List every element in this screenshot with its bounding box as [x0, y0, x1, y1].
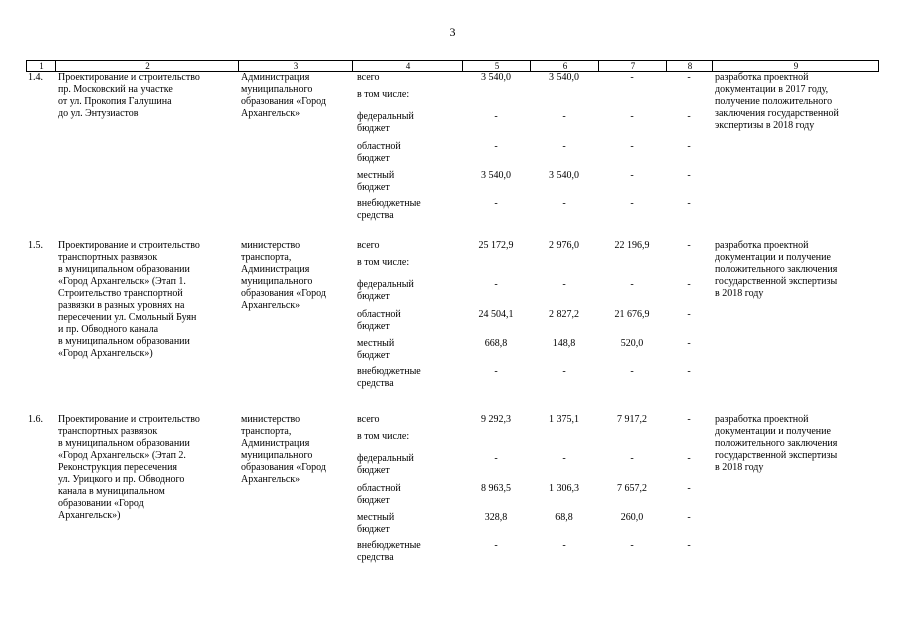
amount-value: - — [630, 198, 634, 209]
amount-value: 9 292,3 — [481, 414, 511, 425]
executor — [241, 240, 351, 312]
text-line: Администрация — [241, 72, 310, 83]
funding-source-label: областной — [357, 141, 401, 152]
table-header — [26, 60, 879, 72]
amount-col-8 — [666, 72, 712, 222]
amount-value: 1 375,1 — [549, 414, 579, 425]
amount-value: - — [562, 540, 566, 551]
funding-source-label: местный — [357, 170, 395, 181]
amount-value: 260,0 — [620, 512, 644, 523]
amount-value: - — [687, 240, 691, 251]
text-line: документации и получение — [715, 426, 831, 437]
amount-value: 24 504,1 — [478, 309, 514, 320]
expected-result — [715, 414, 877, 474]
text-line: образования «Город — [241, 462, 326, 473]
text-line: «Город Архангельск») — [58, 348, 153, 359]
text-line: Проектирование и строительство — [58, 414, 200, 425]
amount-value: 3 540,0 — [549, 72, 579, 83]
text-line: Архангельск») — [58, 510, 121, 521]
amount-value: - — [562, 453, 566, 464]
funding-source-label: бюджет — [357, 524, 390, 535]
header-col-9: 9 — [712, 61, 879, 71]
amount-value: 22 196,9 — [614, 240, 650, 251]
amount-value: 520,0 — [620, 338, 644, 349]
amount-value: 2 976,0 — [549, 240, 579, 251]
amount-value: - — [687, 72, 691, 83]
text-line: муниципального — [241, 84, 313, 95]
text-line: Проектирование и строительство — [58, 72, 200, 83]
text-line: пересечении ул. Смольный Буян — [58, 312, 197, 323]
funding-source-label: в том числе: — [357, 431, 410, 442]
text-line: разработка проектной — [715, 72, 809, 83]
funding-source-label: бюджет — [357, 153, 390, 164]
funding-source-label: федеральный — [357, 453, 414, 464]
amount-col-7 — [598, 414, 666, 564]
project-name — [58, 72, 237, 120]
text-line: положительного заключения — [715, 438, 838, 449]
text-line: государственной экспертизы — [715, 276, 838, 287]
header-col-3: 3 — [238, 61, 353, 71]
amount-value: 21 676,9 — [614, 309, 650, 320]
amount-value: - — [687, 170, 691, 181]
amount-value: - — [562, 366, 566, 377]
funding-source-label: в том числе: — [357, 89, 410, 100]
header-col-2: 2 — [55, 61, 239, 71]
text-line: образования «Город — [241, 288, 326, 299]
amount-value: - — [630, 111, 634, 122]
text-line: разработка проектной — [715, 240, 809, 251]
amount-value: - — [687, 366, 691, 377]
amount-value: 3 540,0 — [481, 170, 511, 181]
amount-value: 68,8 — [555, 512, 573, 523]
text-line: до ул. Энтузиастов — [58, 108, 139, 119]
funding-source-label: внебюджетные — [357, 366, 421, 377]
header-col-8: 8 — [666, 61, 713, 71]
text-line: документации в 2017 году, — [715, 84, 829, 95]
text-line: «Город Архангельск» (Этап 2. — [58, 450, 186, 461]
amount-col-7 — [598, 240, 666, 390]
text-line: Строительство транспортной — [58, 288, 183, 299]
text-line: образовании «Город — [58, 498, 144, 509]
text-line: министерство — [241, 240, 301, 251]
funding-source-label: бюджет — [357, 321, 390, 332]
text-line: Архангельск» — [241, 300, 301, 311]
project-name — [58, 414, 237, 522]
amount-col-6 — [530, 72, 598, 222]
funding-source-label: бюджет — [357, 495, 390, 506]
funding-source-label: местный — [357, 512, 395, 523]
amount-value: - — [630, 366, 634, 377]
row-number: 1.4. — [28, 72, 43, 83]
amount-value: - — [687, 483, 691, 494]
funding-source-label: внебюджетные — [357, 540, 421, 551]
funding-source-label: внебюджетные — [357, 198, 421, 209]
amount-value: 3 540,0 — [481, 72, 511, 83]
text-line: «Город Архангельск» (Этап 1. — [58, 276, 186, 287]
funding-source-label: бюджет — [357, 182, 390, 193]
funding-source-label: местный — [357, 338, 395, 349]
amount-value: - — [687, 309, 691, 320]
text-line: в 2018 году — [715, 462, 764, 473]
amount-value: 3 540,0 — [549, 170, 579, 181]
amount-value: - — [687, 338, 691, 349]
amount-col-6 — [530, 414, 598, 564]
funding-source-label: средства — [357, 210, 394, 221]
amount-value: - — [687, 198, 691, 209]
funding-source-label: областной — [357, 309, 401, 320]
amount-value: - — [687, 512, 691, 523]
amount-col-5 — [462, 72, 530, 222]
text-line: в муниципальном образовании — [58, 438, 190, 449]
amount-value: 7 657,2 — [617, 483, 647, 494]
text-line: экспертизы в 2018 году — [715, 120, 815, 131]
amount-value: - — [630, 540, 634, 551]
text-line: положительного заключения — [715, 264, 838, 275]
funding-source-label: средства — [357, 378, 394, 389]
amount-value: 2 827,2 — [549, 309, 579, 320]
amount-value: - — [687, 141, 691, 152]
funding-sources — [357, 414, 461, 564]
amount-col-7 — [598, 72, 666, 222]
funding-sources — [357, 72, 461, 222]
amount-col-5 — [462, 240, 530, 390]
amount-value: - — [562, 279, 566, 290]
amount-value: 7 917,2 — [617, 414, 647, 425]
amount-value: - — [494, 279, 498, 290]
text-line: пр. Московский на участке — [58, 84, 173, 95]
funding-source-label: бюджет — [357, 465, 390, 476]
text-line: в муниципальном образовании — [58, 264, 190, 275]
amount-value: - — [630, 279, 634, 290]
row-number: 1.6. — [28, 414, 43, 425]
text-line: Реконструкция пересечения — [58, 462, 178, 473]
funding-source-label: бюджет — [357, 291, 390, 302]
amount-value: 148,8 — [552, 338, 576, 349]
text-line: муниципального — [241, 276, 313, 287]
amount-value: 8 963,5 — [481, 483, 511, 494]
funding-source-label: федеральный — [357, 279, 414, 290]
amount-value: - — [687, 414, 691, 425]
text-line: ул. Урицкого и пр. Обводного — [58, 474, 185, 485]
text-line: Администрация — [241, 438, 310, 449]
text-line: документации и получение — [715, 252, 831, 263]
text-line: министерство — [241, 414, 301, 425]
text-line: государственной экспертизы — [715, 450, 838, 461]
amount-col-5 — [462, 414, 530, 564]
text-line: транспортных развязок — [58, 252, 158, 263]
text-line: и пр. Обводного канала — [58, 324, 159, 335]
text-line: транспортных развязок — [58, 426, 158, 437]
amount-value: - — [687, 111, 691, 122]
project-name — [58, 240, 237, 360]
amount-value: - — [687, 540, 691, 551]
funding-source-label: средства — [357, 552, 394, 563]
amount-col-6 — [530, 240, 598, 390]
amount-value: 328,8 — [484, 512, 508, 523]
funding-source-label: федеральный — [357, 111, 414, 122]
text-line: получение положительного — [715, 96, 833, 107]
row-number: 1.5. — [28, 240, 43, 251]
funding-source-label: всего — [357, 414, 380, 425]
funding-source-label: всего — [357, 240, 380, 251]
amount-value: - — [494, 198, 498, 209]
amount-value: 25 172,9 — [478, 240, 514, 251]
expected-result — [715, 72, 877, 132]
text-line: в 2018 году — [715, 288, 764, 299]
amount-value: 1 306,3 — [549, 483, 579, 494]
text-line: транспорта, — [241, 426, 292, 437]
header-col-1: 1 — [26, 61, 56, 71]
header-col-5: 5 — [462, 61, 531, 71]
funding-source-label: всего — [357, 72, 380, 83]
text-line: Архангельск» — [241, 474, 301, 485]
text-line: Администрация — [241, 264, 310, 275]
text-line: развязки в разных уровнях на — [58, 300, 185, 311]
text-line: заключения государственной — [715, 108, 839, 119]
expected-result — [715, 240, 877, 300]
funding-sources — [357, 240, 461, 390]
text-line: разработка проектной — [715, 414, 809, 425]
executor — [241, 414, 351, 486]
text-line: образования «Город — [241, 96, 326, 107]
amount-value: - — [630, 141, 634, 152]
amount-value: 668,8 — [484, 338, 508, 349]
amount-value: - — [562, 111, 566, 122]
text-line: Архангельск» — [241, 108, 301, 119]
text-line: канала в муниципальном — [58, 486, 165, 497]
amount-value: - — [630, 170, 634, 181]
header-col-7: 7 — [598, 61, 667, 71]
executor — [241, 72, 351, 120]
funding-source-label: в том числе: — [357, 257, 410, 268]
amount-value: - — [494, 540, 498, 551]
text-line: в муниципальном образовании — [58, 336, 190, 347]
amount-value: - — [494, 366, 498, 377]
amount-value: - — [562, 141, 566, 152]
header-col-6: 6 — [530, 61, 599, 71]
funding-source-label: бюджет — [357, 350, 390, 361]
amount-value: - — [630, 453, 634, 464]
text-line: муниципального — [241, 450, 313, 461]
header-col-4: 4 — [352, 61, 463, 71]
funding-source-label: бюджет — [357, 123, 390, 134]
page-number: 3 — [449, 25, 456, 39]
amount-value: - — [687, 279, 691, 290]
amount-value: - — [494, 111, 498, 122]
funding-source-label: областной — [357, 483, 401, 494]
text-line: транспорта, — [241, 252, 292, 263]
amount-col-8 — [666, 414, 712, 564]
amount-value: - — [687, 453, 691, 464]
amount-col-8 — [666, 240, 712, 390]
amount-value: - — [562, 198, 566, 209]
amount-value: - — [630, 72, 634, 83]
text-line: Проектирование и строительство — [58, 240, 200, 251]
amount-value: - — [494, 141, 498, 152]
text-line: от ул. Прокопия Галушина — [58, 96, 172, 107]
amount-value: - — [494, 453, 498, 464]
